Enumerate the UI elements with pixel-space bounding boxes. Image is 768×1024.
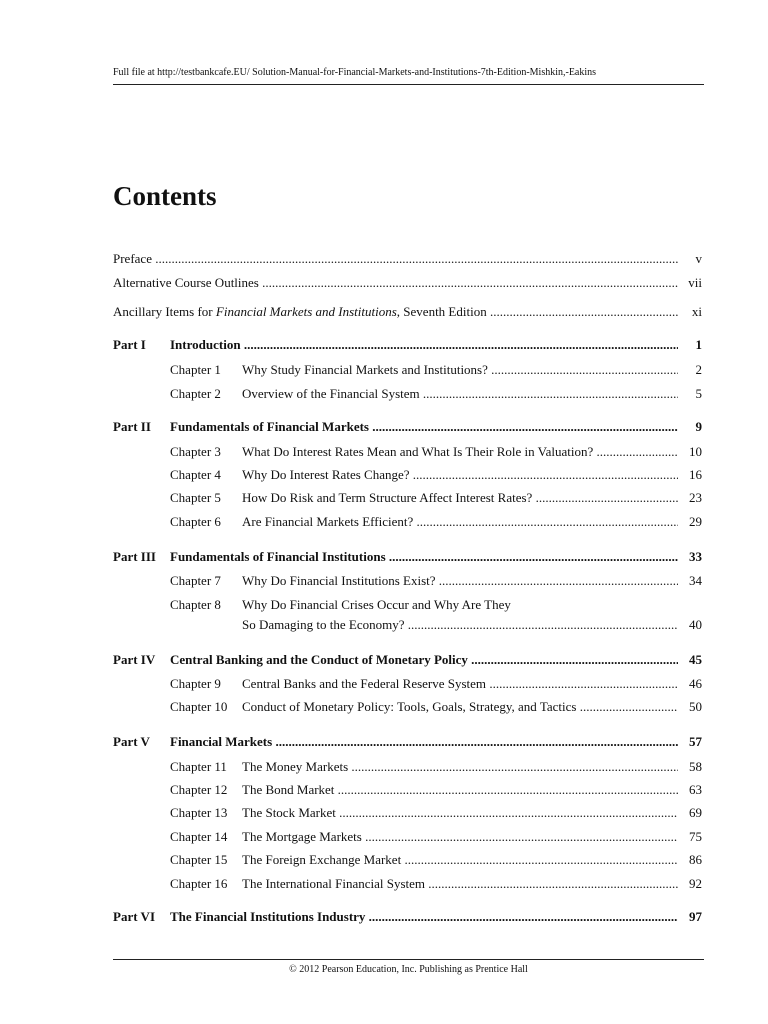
chapter-number: Chapter 12 (170, 782, 228, 797)
toc-chapter-6 (113, 512, 704, 532)
toc-page-number: 1 (695, 337, 702, 352)
toc-page-number: 16 (689, 467, 702, 482)
toc-chapter-4 (113, 465, 704, 485)
toc-part-3 (113, 547, 704, 567)
toc-chapter-8-continued (113, 615, 704, 635)
toc-page-number: 10 (689, 444, 702, 459)
chapter-number: Chapter 5 (170, 490, 221, 505)
page-footer: © 2012 Pearson Education, Inc. Publishing as Prentice Hall (289, 964, 528, 975)
page-header: Full file at http://testbankcafe.EU/ Solution-Manual-for-Financial-Markets-and-Institutions-7th-Edition-Mishkin,-Eakins (113, 67, 597, 78)
part-title: Fundamentals of Financial Markets ..... (170, 417, 678, 437)
toc-page-number: 2 (695, 362, 702, 377)
toc-chapter-16 (113, 874, 704, 894)
part-number: Part III (113, 549, 156, 564)
toc-chapter-14 (113, 827, 704, 847)
part-number: Part IV (113, 652, 156, 667)
toc-page-number: 34 (689, 573, 702, 588)
toc-part-6 (113, 907, 704, 927)
toc-chapter-10 (113, 697, 704, 717)
toc-entry-label: Ancillary Items for Financial Markets and Institutions, Seventh Edition ..... (113, 302, 678, 322)
toc-chapter-15 (113, 850, 704, 870)
chapter-title: Conduct of Monetary Policy: Tools, Goals, Strategy, and Tactics ..... (242, 697, 678, 717)
toc-chapter-13 (113, 803, 704, 823)
toc-page-number: 57 (689, 734, 702, 749)
toc-part-5 (113, 732, 704, 752)
chapter-title: The International Financial System ..... (242, 874, 678, 894)
chapter-title-line-2: So Damaging to the Economy? ..... (242, 615, 678, 635)
chapter-title: Why Do Financial Institutions Exist? ..... (242, 571, 678, 591)
chapter-title: The Mortgage Markets ..... (242, 827, 678, 847)
toc-page-number: 92 (689, 876, 702, 891)
chapter-number: Chapter 1 (170, 362, 221, 377)
part-title: The Financial Institutions Industry ..... (170, 907, 678, 927)
page-title: Contents (113, 181, 217, 211)
toc-chapter-7 (113, 571, 704, 591)
toc-page-number: 50 (689, 699, 702, 714)
book-title-italic: Financial Markets and Institutions (215, 304, 397, 319)
toc-page-number: 58 (689, 759, 702, 774)
chapter-number: Chapter 10 (170, 699, 228, 714)
toc-page-number: 9 (695, 419, 702, 434)
part-number: Part II (113, 419, 151, 434)
toc-chapter-1 (113, 360, 704, 380)
toc-entry-course-outlines (113, 273, 704, 293)
chapter-title: Central Banks and the Federal Reserve System ..... (242, 674, 678, 694)
chapter-title: Why Do Interest Rates Change? ..... (242, 465, 678, 485)
toc-entry-label: Alternative Course Outlines ..... (113, 273, 678, 293)
chapter-number: Chapter 3 (170, 444, 221, 459)
chapter-title: The Stock Market ..... (242, 803, 678, 823)
toc-page-number: 69 (689, 805, 702, 820)
chapter-title-line-1: Why Do Financial Crises Occur and Why Are They (242, 597, 511, 612)
chapter-title: Are Financial Markets Efficient? ..... (242, 512, 678, 532)
toc-page-number: 46 (689, 676, 702, 691)
toc-chapter-8 (113, 595, 704, 615)
footer-rule (113, 959, 704, 960)
chapter-number: Chapter 9 (170, 676, 221, 691)
toc-page-number: 45 (689, 652, 702, 667)
part-number: Part I (113, 337, 146, 352)
chapter-title: How Do Risk and Term Structure Affect Interest Rates? ..... (242, 488, 678, 508)
toc-entry-preface (113, 249, 704, 269)
chapter-title: What Do Interest Rates Mean and What Is Their Role in Valuation? ..... (242, 442, 678, 462)
toc-page-number: 23 (689, 490, 702, 505)
toc-part-4 (113, 650, 704, 670)
chapter-number: Chapter 8 (170, 597, 221, 612)
toc-chapter-12 (113, 780, 704, 800)
part-title: Central Banking and the Conduct of Monetary Policy ..... (170, 650, 678, 670)
part-number: Part V (113, 734, 150, 749)
toc-page-number: xi (691, 304, 702, 319)
chapter-number: Chapter 6 (170, 514, 221, 529)
toc-page-number: vii (688, 275, 702, 290)
toc-chapter-5 (113, 488, 704, 508)
header-rule (113, 84, 704, 85)
toc-entry-ancillary-items (113, 302, 704, 322)
toc-entry-label: Preface ..... (113, 249, 678, 269)
chapter-title: The Foreign Exchange Market ..... (242, 850, 678, 870)
toc-page-number: 75 (689, 829, 702, 844)
chapter-title: The Bond Market ..... (242, 780, 678, 800)
toc-page-number: 29 (689, 514, 702, 529)
chapter-number: Chapter 4 (170, 467, 221, 482)
toc-page-number: 63 (689, 782, 702, 797)
chapter-number: Chapter 2 (170, 386, 221, 401)
part-title: Financial Markets ..... (170, 732, 678, 752)
chapter-number: Chapter 13 (170, 805, 228, 820)
part-title: Fundamentals of Financial Institutions ..... (170, 547, 678, 567)
chapter-number: Chapter 16 (170, 876, 228, 891)
toc-chapter-11 (113, 757, 704, 777)
part-title: Introduction ..... (170, 335, 678, 355)
toc-part-1 (113, 335, 704, 355)
toc-page-number: 40 (689, 617, 702, 632)
toc-page-number: 97 (689, 909, 702, 924)
chapter-title: The Money Markets ..... (242, 757, 678, 777)
toc-chapter-9 (113, 674, 704, 694)
part-number: Part VI (113, 909, 156, 924)
toc-page-number: 5 (695, 386, 702, 401)
chapter-number: Chapter 14 (170, 829, 228, 844)
chapter-number: Chapter 7 (170, 573, 221, 588)
toc-page-number: 33 (689, 549, 702, 564)
chapter-title: Overview of the Financial System ..... (242, 384, 678, 404)
toc-chapter-3 (113, 442, 704, 462)
chapter-title: Why Study Financial Markets and Institutions? ..... (242, 360, 678, 380)
toc-page-number: v (695, 251, 702, 266)
toc-chapter-2 (113, 384, 704, 404)
chapter-number: Chapter 15 (170, 852, 228, 867)
toc-page-number: 86 (689, 852, 702, 867)
toc-part-2 (113, 417, 704, 437)
chapter-number: Chapter 11 (170, 759, 227, 774)
